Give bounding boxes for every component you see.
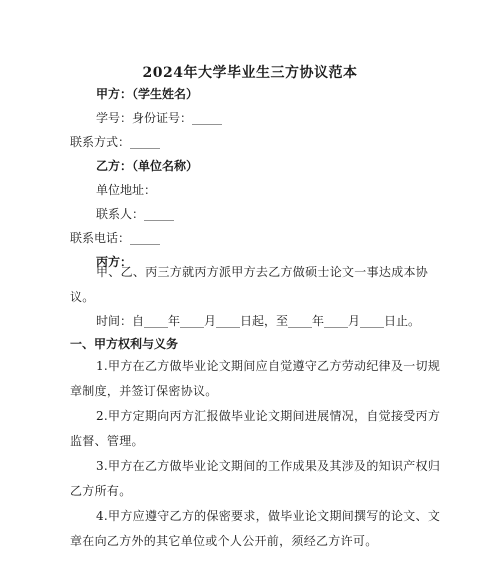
section-1-item-2: 2.甲方定期向丙方汇报做毕业论文期间进展情况，自觉接受丙方监督、管理。 — [70, 409, 441, 448]
intro-paragraph: 甲、乙、丙三方就丙方派甲方去乙方做硕士论文一事达成本协议。 — [70, 265, 429, 304]
section-1-heading: 一、甲方权利与义务 — [70, 337, 179, 351]
section-1-item-3: 3.甲方在乙方做毕业论文期间的工作成果及其涉及的知识产权归乙方所有。 — [70, 459, 441, 498]
party-b-phone: 联系电话：_____ — [70, 231, 161, 245]
party-c-heading: 丙方： — [96, 255, 133, 269]
section-1-item-1: 1.甲方在乙方做毕业论文期间应自觉遵守乙方劳动纪律及一切规章制度，并签订保密协议。 — [70, 359, 441, 398]
party-b-address: 单位地址： — [96, 183, 157, 197]
party-b-contact-person: 联系人：_____ — [96, 207, 175, 221]
document-title: 2024年大学毕业生三方协议范本 — [142, 65, 358, 81]
section-1-item-4: 4.甲方应遵守乙方的保密要求，做毕业论文期间撰写的论文、文章在向乙方外的其它单位或个人公开前，须经乙方许可。 — [70, 509, 441, 548]
period-line: 时间：自____年____月____日起，至____年____月____日止。 — [96, 314, 421, 328]
party-a-heading: 甲方：（学生姓名） — [96, 87, 199, 101]
party-b-heading: 乙方：（单位名称） — [96, 159, 199, 173]
party-a-id-line: 学号：身份证号：_____ — [96, 111, 223, 125]
party-a-contact: 联系方式：_____ — [70, 135, 161, 149]
